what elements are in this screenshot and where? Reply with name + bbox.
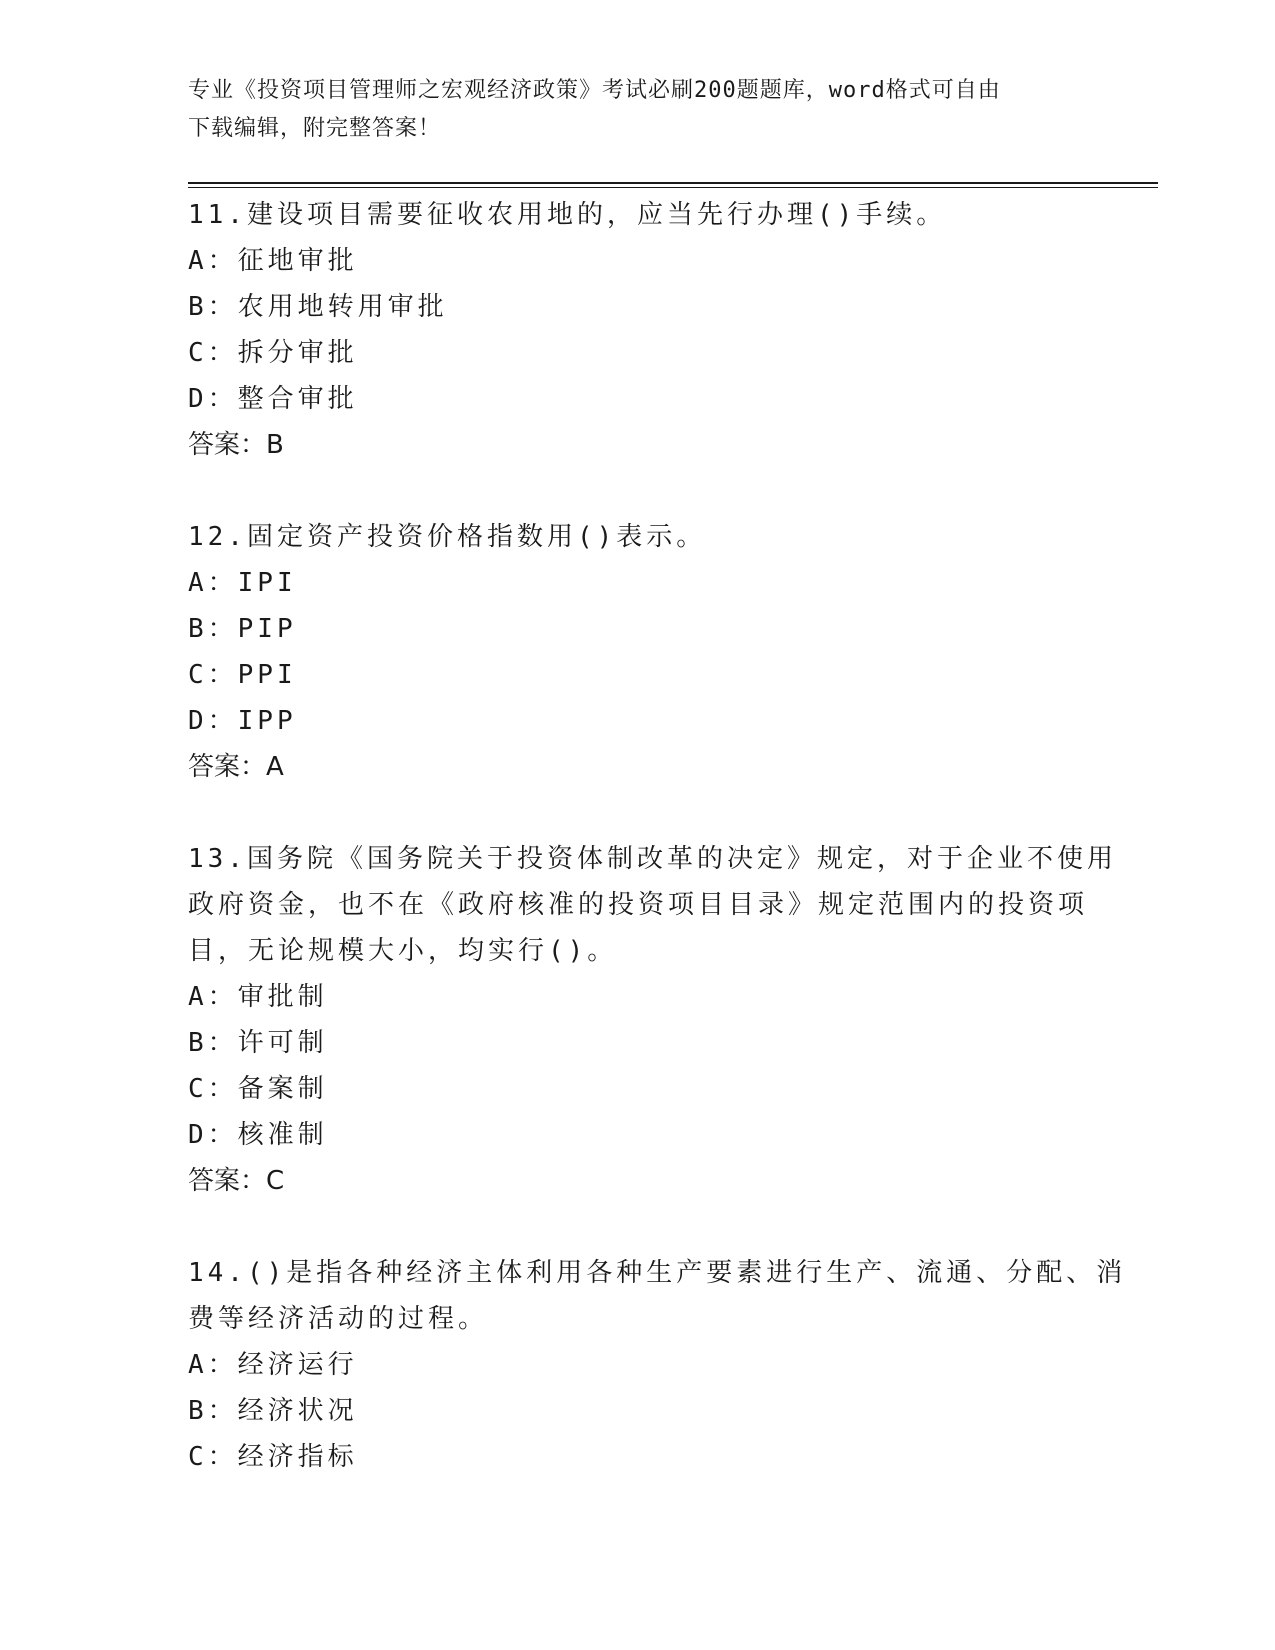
option-b: B：许可制 — [188, 1028, 328, 1058]
option-c: C：PPI — [188, 660, 297, 690]
question-stem-line-2: 费等经济活动的过程。 — [188, 1304, 489, 1334]
question-stem: 11.建设项目需要征收农用地的，应当先行办理()手续。 — [188, 200, 947, 230]
document-page — [188, 72, 1158, 1480]
header-line-2: 下载编辑，附完整答案！ — [188, 116, 442, 141]
option-b: B：经济状况 — [188, 1396, 358, 1426]
option-d: D：整合审批 — [188, 384, 358, 414]
option-b: B：农用地转用审批 — [188, 292, 448, 322]
option-c: C：备案制 — [188, 1074, 328, 1104]
option-a: A：IPI — [188, 568, 297, 598]
option-d: D：IPP — [188, 706, 297, 736]
answer: 答案：A — [188, 752, 284, 782]
question-13 — [188, 836, 1158, 1204]
divider-thick — [188, 182, 1158, 184]
question-14 — [188, 1250, 1158, 1480]
spacer — [188, 468, 1158, 514]
answer: 答案：B — [188, 430, 284, 460]
option-b: B：PIP — [188, 614, 297, 644]
spacer — [188, 1204, 1158, 1250]
divider-thin — [188, 187, 1158, 188]
option-c: C：拆分审批 — [188, 338, 358, 368]
option-c: C：经济指标 — [188, 1442, 358, 1472]
answer: 答案：C — [188, 1166, 285, 1196]
option-a: A：征地审批 — [188, 246, 358, 276]
question-stem-line-2: 政府资金，也不在《政府核准的投资项目目录》规定范围内的投资项 — [188, 890, 1089, 920]
question-stem-line-3: 目，无论规模大小，均实行()。 — [188, 936, 618, 966]
option-a: A：经济运行 — [188, 1350, 358, 1380]
question-stem-line-1: 14.()是指各种经济主体利用各种生产要素进行生产、流通、分配、消 — [188, 1258, 1127, 1288]
option-d: D：核准制 — [188, 1120, 328, 1150]
question-11 — [188, 192, 1158, 468]
spacer — [188, 790, 1158, 836]
question-12 — [188, 514, 1158, 790]
header-divider — [188, 182, 1158, 188]
option-a: A：审批制 — [188, 982, 328, 1012]
header-line-1: 专业《投资项目管理师之宏观经济政策》考试必刷200题题库，word格式可自由 — [188, 78, 1001, 103]
question-stem: 12.固定资产投资价格指数用()表示。 — [188, 522, 707, 552]
question-stem-line-1: 13.国务院《国务院关于投资体制改革的决定》规定，对于企业不使用 — [188, 844, 1117, 874]
